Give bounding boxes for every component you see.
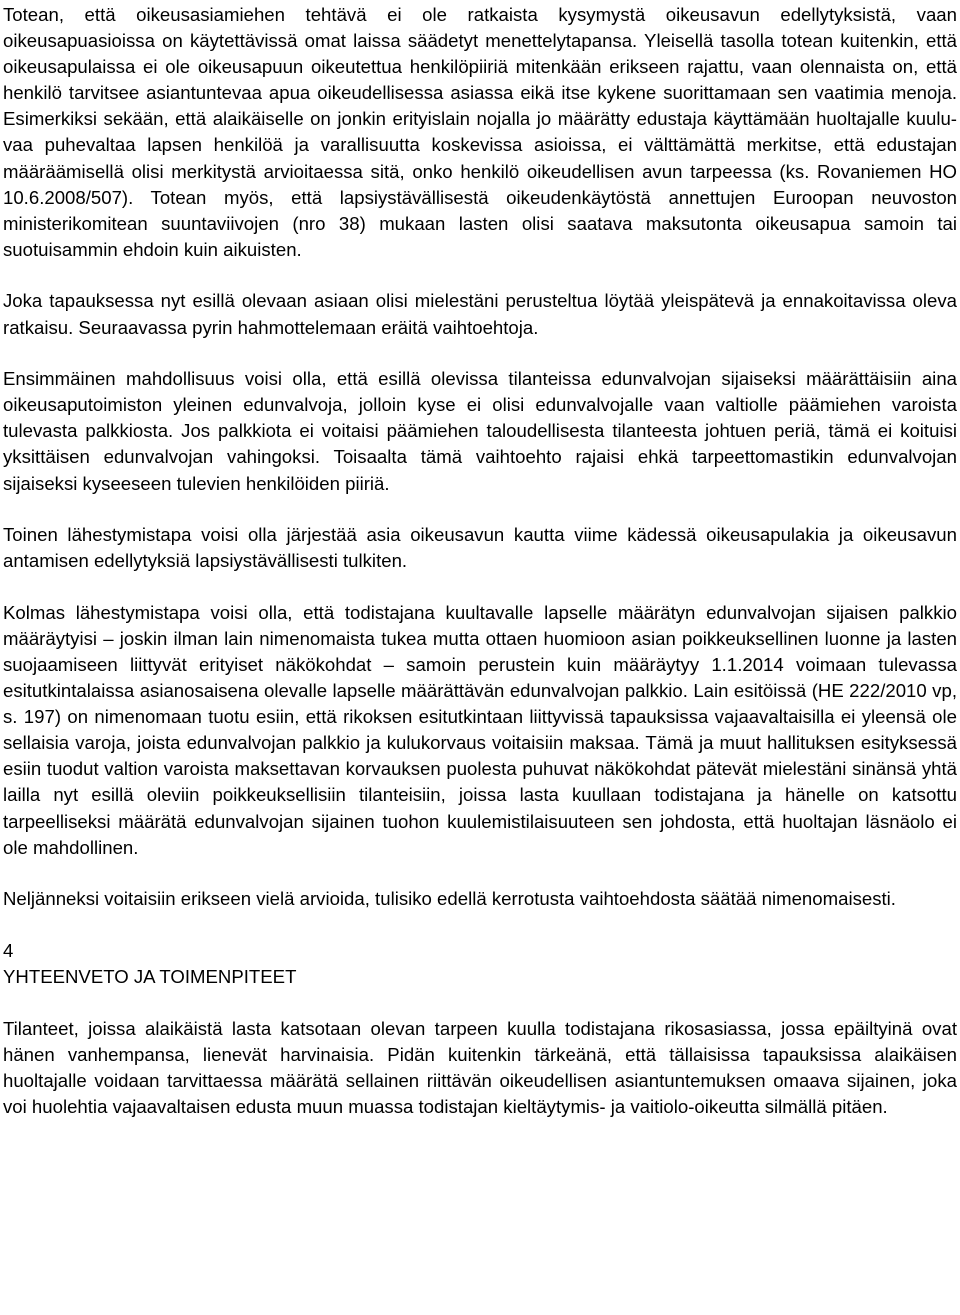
paragraph-third-option: Kolmas lähestymistapa voisi olla, että todistajana kuultavalle lapselle määrätyn edunvalvojan sijaisen palkkio määräytyisi – joskin ilman lain nimenomaista tukea mutta ottaen huomioon asian poikkeuksellinen luonne ja lasten suojaamiseen liittyvät erityiset näkökohdat – samoin perustein kuin määräytyy 1.1.2014 voimaan tulevassa esitutkintalaissa asianosaisena olevalle lapselle määrättävän edunvalvojan palkkio. Lain esitöissä (HE 222/2010 vp, s. 197) on nimenomaan tuotu esiin, että rikoksen esitutkintaan liittyvissä tapauksissa vajaavaltaisilla ei yleensä ole sellaisia varoja, joista edunvalvojan palkkio ja kulukorvaus voitaisiin maksaa. Tämä ja muut hallituksen esityksessä esiin tuodut valtion varoista maksettavan korvauksen puolesta puhuvat näkökohdat pätevät mielestäni sinänsä yhtä lailla nyt esillä oleviin poikkeuksellisiin tilanteisiin, joissa lasta kuullaan todistajana ja hänelle on katsottu tarpeelliseksi määrätä edunvalvojan sijainen tuohon kuulemistilaisuuteen sen johdosta, että huoltajan läsnäolo ei ole mahdollinen. bbox=[3, 601, 957, 858]
paragraph-legal-aid-eligibility: Totean, että oikeusasiamiehen tehtävä ei ole ratkaista kysymystä oikeusavun edellytyksistä, vaan oikeusapuasioissa on käytettävissä omat laissa säädetyt menettelytapansa. Yleisellä tasolla totean kuitenkin, että oikeusapulaissa ei ole oikeusapuun oikeutettua henkilöpiiriä mitenkään erikseen rajattu, vaan olennaista on, että henkilö tarvitsee asiantuntevaa apua oikeudellisessa asiassa eikä itse kykene suorittamaan sen vaatimia menoja. Esimerkiksi sekään, että alaikäiselle on jonkin erityislain nojalla jo määrätty edustaja käyttämään huoltajalle kuuluvaa puhevaltaa lapsen henkilöä ja varallisuutta koskevissa asioissa, ei välttämättä merkitse, että edustajan määräämisellä olisi merkitystä arvioitaessa sitä, onko henkilö oikeudellisen avun tarpeessa (ks. Rovaniemen HO 10.6.2008/507). Totean myös, että lapsiystävällisestä oikeudenkäytöstä annettujen Euroopan neuvoston ministerikomitean suuntaviivojen (nro 38) mukaan lasten olisi saatava maksutonta oikeusapua samoin tai suotuisammin ehdoin kuin aikuisten. bbox=[3, 4, 957, 260]
document-page bbox=[3, 2, 957, 1120]
paragraph-second-option: Toinen lähestymistapa voisi olla järjestää asia oikeusavun kautta viime kädessä oikeusapulakia ja oikeusavun antamisen edellytyksiä lapsiystävällisesti tulkiten. bbox=[3, 524, 957, 572]
paragraph-summary: Tilanteet, joissa alaikäistä lasta katsotaan olevan tarpeen kuulla todistajana rikosasiassa, jossa epäiltyinä ovat hänen vanhempansa, lienevät harvinaisia. Pidän kuitenkin tärkeänä, että tällaisissa tapauksissa alaikäisen huoltajalle voidaan tarvittaessa määrätä sellainen riittävän oikeudellisen asiantuntemuksen omaava sijainen, joka voi huolehtia vajaavaltaisen edusta muun muassa todistajan kieltäytymis- ja vaitiolo-oikeutta silmällä pitäen. bbox=[3, 1017, 957, 1117]
section-heading: YHTEENVETO JA TOIMENPITEET bbox=[3, 965, 297, 987]
section-number: 4 bbox=[3, 939, 14, 961]
paragraph-general-solution: Joka tapauksessa nyt esillä olevaan asiaan olisi mielestäni perusteltua löytää yleispätevä ja ennakoitavissa oleva ratkaisu. Seuraavassa pyrin hahmottelemaan eräitä vaihtoehtoja. bbox=[3, 290, 957, 338]
paragraph-first-option: Ensimmäinen mahdollisuus voisi olla, että esillä olevissa tilanteissa edunvalvojan sijaiseksi määrättäisiin aina oikeusaputoimiston yleinen edunvalvoja, jolloin kyse ei olisi edunvalvojalle vaan valtiolle päämiehen varoista tulevasta palkkiosta. Jos palkkiota ei voitaisi päämiehen taloudellisesta tilanteesta johtuen periä, tämä ei koituisi yksittäisen edunvalvojan vahingoksi. Toisaalta tämä vaihtoehto rajaisi ehkä tarpeettomastikin edunvalvojan sijaiseksi kyseeseen tulevien henkilöiden piiriä. bbox=[3, 368, 957, 494]
paragraph-fourth-option: Neljänneksi voitaisiin erikseen vielä arvioida, tulisiko edellä kerrotusta vaihtoehdosta säätää nimenomaisesti. bbox=[3, 888, 896, 910]
